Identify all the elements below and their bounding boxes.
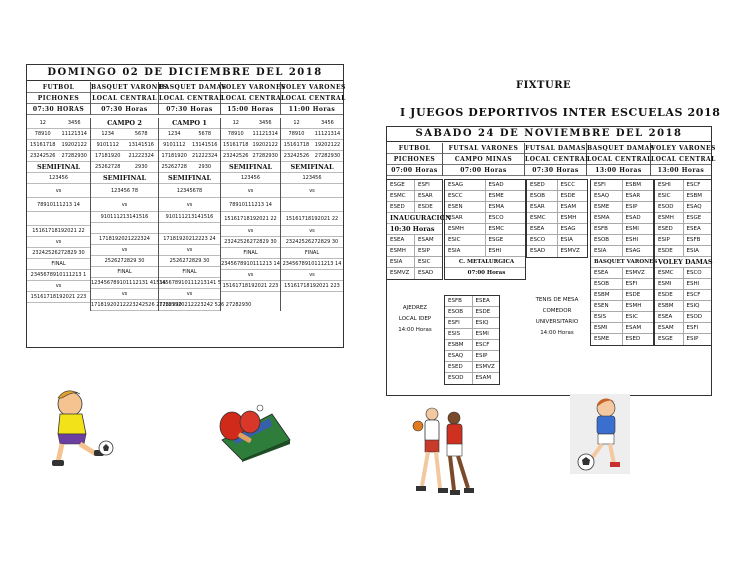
match-row: ESEA ESAM <box>387 235 442 246</box>
semifinal-label: SEMIFINAL <box>281 162 343 173</box>
match-row: 2526272829 30 <box>91 256 158 267</box>
match-row: 17181920212223242 526 27282930 <box>159 300 220 311</box>
tenis-venue: COMEDOR <box>542 308 572 314</box>
vs-row: vs <box>27 281 90 292</box>
match-row: 910111213141516 <box>91 212 158 223</box>
match-row: 123456 <box>281 173 343 184</box>
match-row: 23242526272829 30 <box>221 237 280 248</box>
ajedrez-time: 14:00 Horas <box>398 327 432 333</box>
match-row: 2345678910111213 14 <box>221 259 280 270</box>
vs-row: vs <box>91 245 158 256</box>
match-row: 78910 11121314 <box>27 129 90 140</box>
match-row: ESGE ESFI <box>387 180 442 191</box>
left-grid <box>27 118 343 311</box>
match-row: ESAR ESAM <box>527 202 587 213</box>
match-row: 78910111213 14 <box>221 198 280 212</box>
col-venue: LOCAL CENTRAL <box>525 156 590 163</box>
vs-row: vs <box>281 184 343 198</box>
match-row: 78910111213 14 <box>27 198 90 212</box>
col-sport: BASQUET VARONES <box>91 84 168 91</box>
final-label: FINAL <box>91 267 158 278</box>
vs-row: vs <box>159 245 220 256</box>
vs-row: vs <box>221 184 280 198</box>
blank-row <box>27 212 90 226</box>
match-row: ESIS ESMI <box>445 329 499 340</box>
match-row: 123456 78 <box>91 184 158 198</box>
match-row: ESCC ESME <box>445 191 525 202</box>
col-venue: PICHONES <box>27 93 90 104</box>
semifinal-label: SEMIFINAL <box>159 173 220 184</box>
left-col-basquet-v <box>91 118 182 311</box>
blank-row <box>91 223 158 234</box>
col-time: 13:00 Horas <box>587 165 650 176</box>
match-row: ESBM ESDE <box>591 290 653 301</box>
match-row: 12345678 <box>159 184 220 198</box>
final-label: FINAL <box>27 259 90 270</box>
match-row: ESIA ESHI <box>445 246 525 257</box>
left-col-header-futbol <box>27 82 91 115</box>
match-row: ESIC ESGE <box>445 235 525 246</box>
fixture-title: FIXTURE <box>516 80 572 91</box>
col-venue: LOCAL CENTRAL <box>587 156 652 163</box>
match-row: ESMA ESAD <box>591 213 653 224</box>
match-row: 9101112 13141516 <box>91 140 158 151</box>
match-row: 123456 <box>27 173 90 184</box>
match-row: ESFI ESBM <box>591 180 653 191</box>
col-time: 07:00 Horas <box>387 165 442 176</box>
semifinal-label: SEMIFINAL <box>91 173 158 184</box>
left-col-header-basquet-d <box>159 82 227 115</box>
vs-row: vs <box>281 226 343 237</box>
ajedrez-venue: LOCAL IDEP <box>398 316 432 322</box>
semifinal-label: SEMIFINAL <box>27 162 90 173</box>
col-venue: CAMPO MINAS <box>443 154 524 165</box>
left-col-voley-v2 <box>281 118 343 311</box>
match-row: 78910 11121314 <box>221 129 280 140</box>
match-row: 25262728 2930 <box>159 162 220 173</box>
match-row: ESOB ESHI <box>591 235 653 246</box>
final-label: FINAL <box>159 267 220 278</box>
col-time: 13:00 Horas <box>651 165 711 176</box>
col-sport: VOLEY VARONES <box>281 84 346 91</box>
match-row: ESOB ESFI <box>591 279 653 290</box>
match-row: ESAM ESFI <box>655 323 711 334</box>
col-sport: FUTSAL DAMAS <box>525 145 586 152</box>
match-row: ESMH ESIP <box>387 246 442 257</box>
match-row: ESED ESEA <box>655 224 711 235</box>
match-row: 15161718 19202122 <box>27 140 90 151</box>
left-col-header-voley-v2 <box>281 82 346 115</box>
col-venue: LOCAL CENTRAL <box>651 156 716 163</box>
final-label: FINAL <box>281 248 343 259</box>
match-row: ESMC ESCO <box>655 268 711 279</box>
soccer-kid-icon <box>40 384 118 470</box>
right-col-header-futbol <box>387 143 443 176</box>
col-venue: LOCAL CENTRAL <box>281 95 346 102</box>
match-row: ESOB ESDE <box>445 307 499 318</box>
semifinal-label: SEMIFINAL <box>221 162 280 173</box>
match-row: ESIC ESBM <box>655 191 711 202</box>
match-row: 15161718192021 22 <box>221 212 280 226</box>
match-row: ESFI ESIQ <box>445 318 499 329</box>
vs-row: vs <box>159 198 220 212</box>
col-venue: LOCAL CENTRAL <box>92 95 157 102</box>
match-row: 78910 11121314 <box>281 129 343 140</box>
match-row: 15161718192021 223 <box>221 281 280 292</box>
basketball-players-icon <box>410 404 480 498</box>
match-row: 15161718192021 223 <box>27 292 90 303</box>
col-venue: PICHONES <box>387 154 442 165</box>
match-row: ESMH ESGE <box>655 213 711 224</box>
col-sport: BASQUET DAMAS <box>587 145 655 152</box>
col-sport: FUTBOL <box>387 143 442 154</box>
final-label: FINAL <box>221 248 280 259</box>
right-header-row <box>387 143 716 176</box>
match-row: 123456789101112131 41516 <box>91 278 158 289</box>
match-row: ESMVZ ESAD <box>387 268 442 279</box>
vs-row: vs <box>159 289 220 300</box>
match-row: ESED ESDE <box>387 202 442 213</box>
match-row: ESFB ESEA <box>445 296 499 307</box>
match-row: ESIP ESFB <box>655 235 711 246</box>
match-row: ESED ESMVZ <box>445 362 499 373</box>
col-time: 07:30 HORAS <box>27 104 90 115</box>
tenis-time: 14:00 Horas <box>540 330 574 336</box>
match-row: ESME ESIP <box>591 202 653 213</box>
match-row: ESEN ESMH <box>591 301 653 312</box>
c-metalurgica-time: 07:00 Horas <box>467 270 506 276</box>
right-col-header-futsal-v <box>443 143 525 176</box>
match-row: 9101112 13141516 <box>159 140 220 151</box>
match-row: 17181920 21222324 <box>159 151 220 162</box>
match-row: ESEA ESOD <box>655 312 711 323</box>
match-row: 2526272829 30 <box>159 256 220 267</box>
match-row: ESED ESCC <box>527 180 587 191</box>
blank-row <box>281 198 343 212</box>
match-row: 23242526272829 30 <box>27 248 90 259</box>
tenis-box <box>527 295 587 341</box>
match-row: ESMH ESMC <box>445 224 525 235</box>
match-row: ESEA ESMVZ <box>591 268 653 279</box>
match-row: ESEA ESAG <box>527 224 587 235</box>
match-row: ESCO ESIA <box>527 235 587 246</box>
col-time: 11:00 Horas <box>281 104 343 115</box>
match-row: 1234 5678 <box>159 129 220 140</box>
match-row: ESIS ESIC <box>591 312 653 323</box>
tenis-label: TENIS DE MESA <box>535 297 579 303</box>
campo-2-label: CAMPO 2 <box>91 118 158 129</box>
match-row: 23242526 27282930 <box>281 151 343 162</box>
match-row: 17181920212223242526 27282930 <box>91 300 158 311</box>
match-row: 25262728 2930 <box>91 162 158 173</box>
col-time: 15:00 Horas <box>221 104 280 115</box>
match-row: ESDE ESIA <box>655 246 711 257</box>
match-row: ESFB ESMI <box>591 224 653 235</box>
left-col-voley-v1 <box>221 118 281 311</box>
ajedrez-label: AJEDREZ <box>402 305 428 311</box>
col-sport: BASQUET DAMAS <box>159 84 227 91</box>
futsal-damas-box <box>526 179 588 258</box>
match-row: ESMI ESAM <box>591 323 653 334</box>
right-schedule-sheet <box>386 126 716 396</box>
col-sport: VOLEY VARONES <box>651 145 716 152</box>
left-schedule-sheet <box>26 64 344 348</box>
inauguracion-row: INAUGURACION <box>387 213 442 224</box>
col-sport: FUTSAL VARONES <box>443 143 524 154</box>
futsal-varones-2-box <box>444 295 500 385</box>
match-row: 345678910111213141 5 <box>159 278 220 289</box>
match-row: ESMC ESAR <box>387 191 442 202</box>
right-sheet-title: SABADO 24 DE NOVIEMBRE DEL 2018 <box>387 127 711 142</box>
match-row: 15161718192021 22 <box>281 212 343 226</box>
col-sport: VOLEY VARONES <box>221 84 286 91</box>
match-row: ESEN ESMA <box>445 202 525 213</box>
vs-row: vs <box>91 198 158 212</box>
match-row: ESOD ESAM <box>445 373 499 384</box>
match-row: ESIA ESAG <box>591 246 653 257</box>
match-row: 15161718192021 22 <box>27 226 90 237</box>
vs-row: vs <box>27 237 90 248</box>
match-row: ESGE ESIP <box>655 334 711 345</box>
match-row: 910111213141516 <box>159 212 220 223</box>
match-row: ESIA ESIC <box>387 257 442 268</box>
match-row: 123456 <box>221 173 280 184</box>
match-row: 15161718 19202122 <box>221 140 280 151</box>
match-row: 1718192021222324 <box>91 234 158 245</box>
match-row: ESAR ESCO <box>445 213 525 224</box>
ping-pong-icon <box>212 400 294 462</box>
vs-row: vs <box>281 270 343 281</box>
match-row: ESBM ESIQ <box>655 301 711 312</box>
match-row: 15161718192021 223 <box>281 281 343 292</box>
vs-row: vs <box>91 289 158 300</box>
col-venue: LOCAL CENTRAL <box>159 95 224 102</box>
match-row: ESAQ ESAR <box>591 191 653 202</box>
col-time: 07:30 Horas <box>91 104 158 115</box>
right-col-header-voley-v <box>651 143 716 176</box>
col-venue: LOCAL CENTRAL <box>221 95 286 102</box>
voley-damas-label: VOLEY DAMAS <box>655 257 711 268</box>
col-time: 07:30 Horas <box>525 165 586 176</box>
campo-1-label: CAMPO 1 <box>159 118 220 129</box>
c-metalurgica-label: C. METALURGICA <box>445 257 525 268</box>
left-header-row <box>27 82 346 115</box>
match-row: 1234 5678 <box>91 129 158 140</box>
match-row: 12 3456 <box>27 118 90 129</box>
match-row: ESAQ ESIP <box>445 351 499 362</box>
match-row: ESAD ESMVZ <box>527 246 587 257</box>
match-row: ESMI ESHI <box>655 279 711 290</box>
vs-row: vs <box>221 270 280 281</box>
event-title: I JUEGOS DEPORTIVOS INTER ESCUELAS 2018 <box>400 106 721 119</box>
match-row: 12 3456 <box>281 118 343 129</box>
voley-varones-box <box>654 179 711 346</box>
match-row: 15161718 19202122 <box>281 140 343 151</box>
right-col-header-basquet-d <box>587 143 655 176</box>
left-sheet-title: DOMINGO 02 DE DICIEMBRE DEL 2018 <box>27 65 343 81</box>
left-col-header-voley-v1 <box>221 82 286 115</box>
vs-row: vs <box>27 184 90 198</box>
left-col-header-basquet-v <box>91 82 168 115</box>
match-row: ESOB ESDE <box>527 191 587 202</box>
blank-row <box>159 223 220 234</box>
match-row: ESOD ESAQ <box>655 202 711 213</box>
match-row: ESDE ESCF <box>655 290 711 301</box>
match-row: 23242526272829 30 <box>281 237 343 248</box>
match-row: 17181920 21222324 <box>91 151 158 162</box>
match-row: ESAG ESAD <box>445 180 525 191</box>
basquet-varones-label: BASQUET VARONES <box>591 257 653 268</box>
match-row: 23242526 27282930 <box>221 151 280 162</box>
vs-row: vs <box>221 226 280 237</box>
inauguracion-time: 10:30 Horas <box>387 224 442 235</box>
left-col-futbol <box>27 118 91 311</box>
futsal-varones-box <box>444 179 526 280</box>
col-time: 07:00 Horas <box>443 165 524 176</box>
match-row: 17181920212223 24 <box>159 234 220 245</box>
basquet-damas-box <box>590 179 658 346</box>
col-time: 07:30 Horas <box>159 104 220 115</box>
match-row: 2345678910111213 1 <box>27 270 90 281</box>
match-row: ESHI ESCF <box>655 180 711 191</box>
match-row: 12 3456 <box>221 118 280 129</box>
match-row: 23242526 27282930 <box>27 151 90 162</box>
match-row: ESME ESED <box>591 334 653 345</box>
ajedrez-box <box>391 303 439 349</box>
right-col-header-futsal-d <box>525 143 590 176</box>
match-row: ESBM ESCF <box>445 340 499 351</box>
match-row: ESMC ESMH <box>527 213 587 224</box>
match-row: 2345678910111213 14 <box>281 259 343 270</box>
soccer-boy-icon <box>570 394 630 474</box>
tenis-venue-2: UNIVERSITARIO <box>535 319 579 325</box>
col-sport: FUTBOL <box>27 82 90 93</box>
futbol-box <box>387 179 452 280</box>
